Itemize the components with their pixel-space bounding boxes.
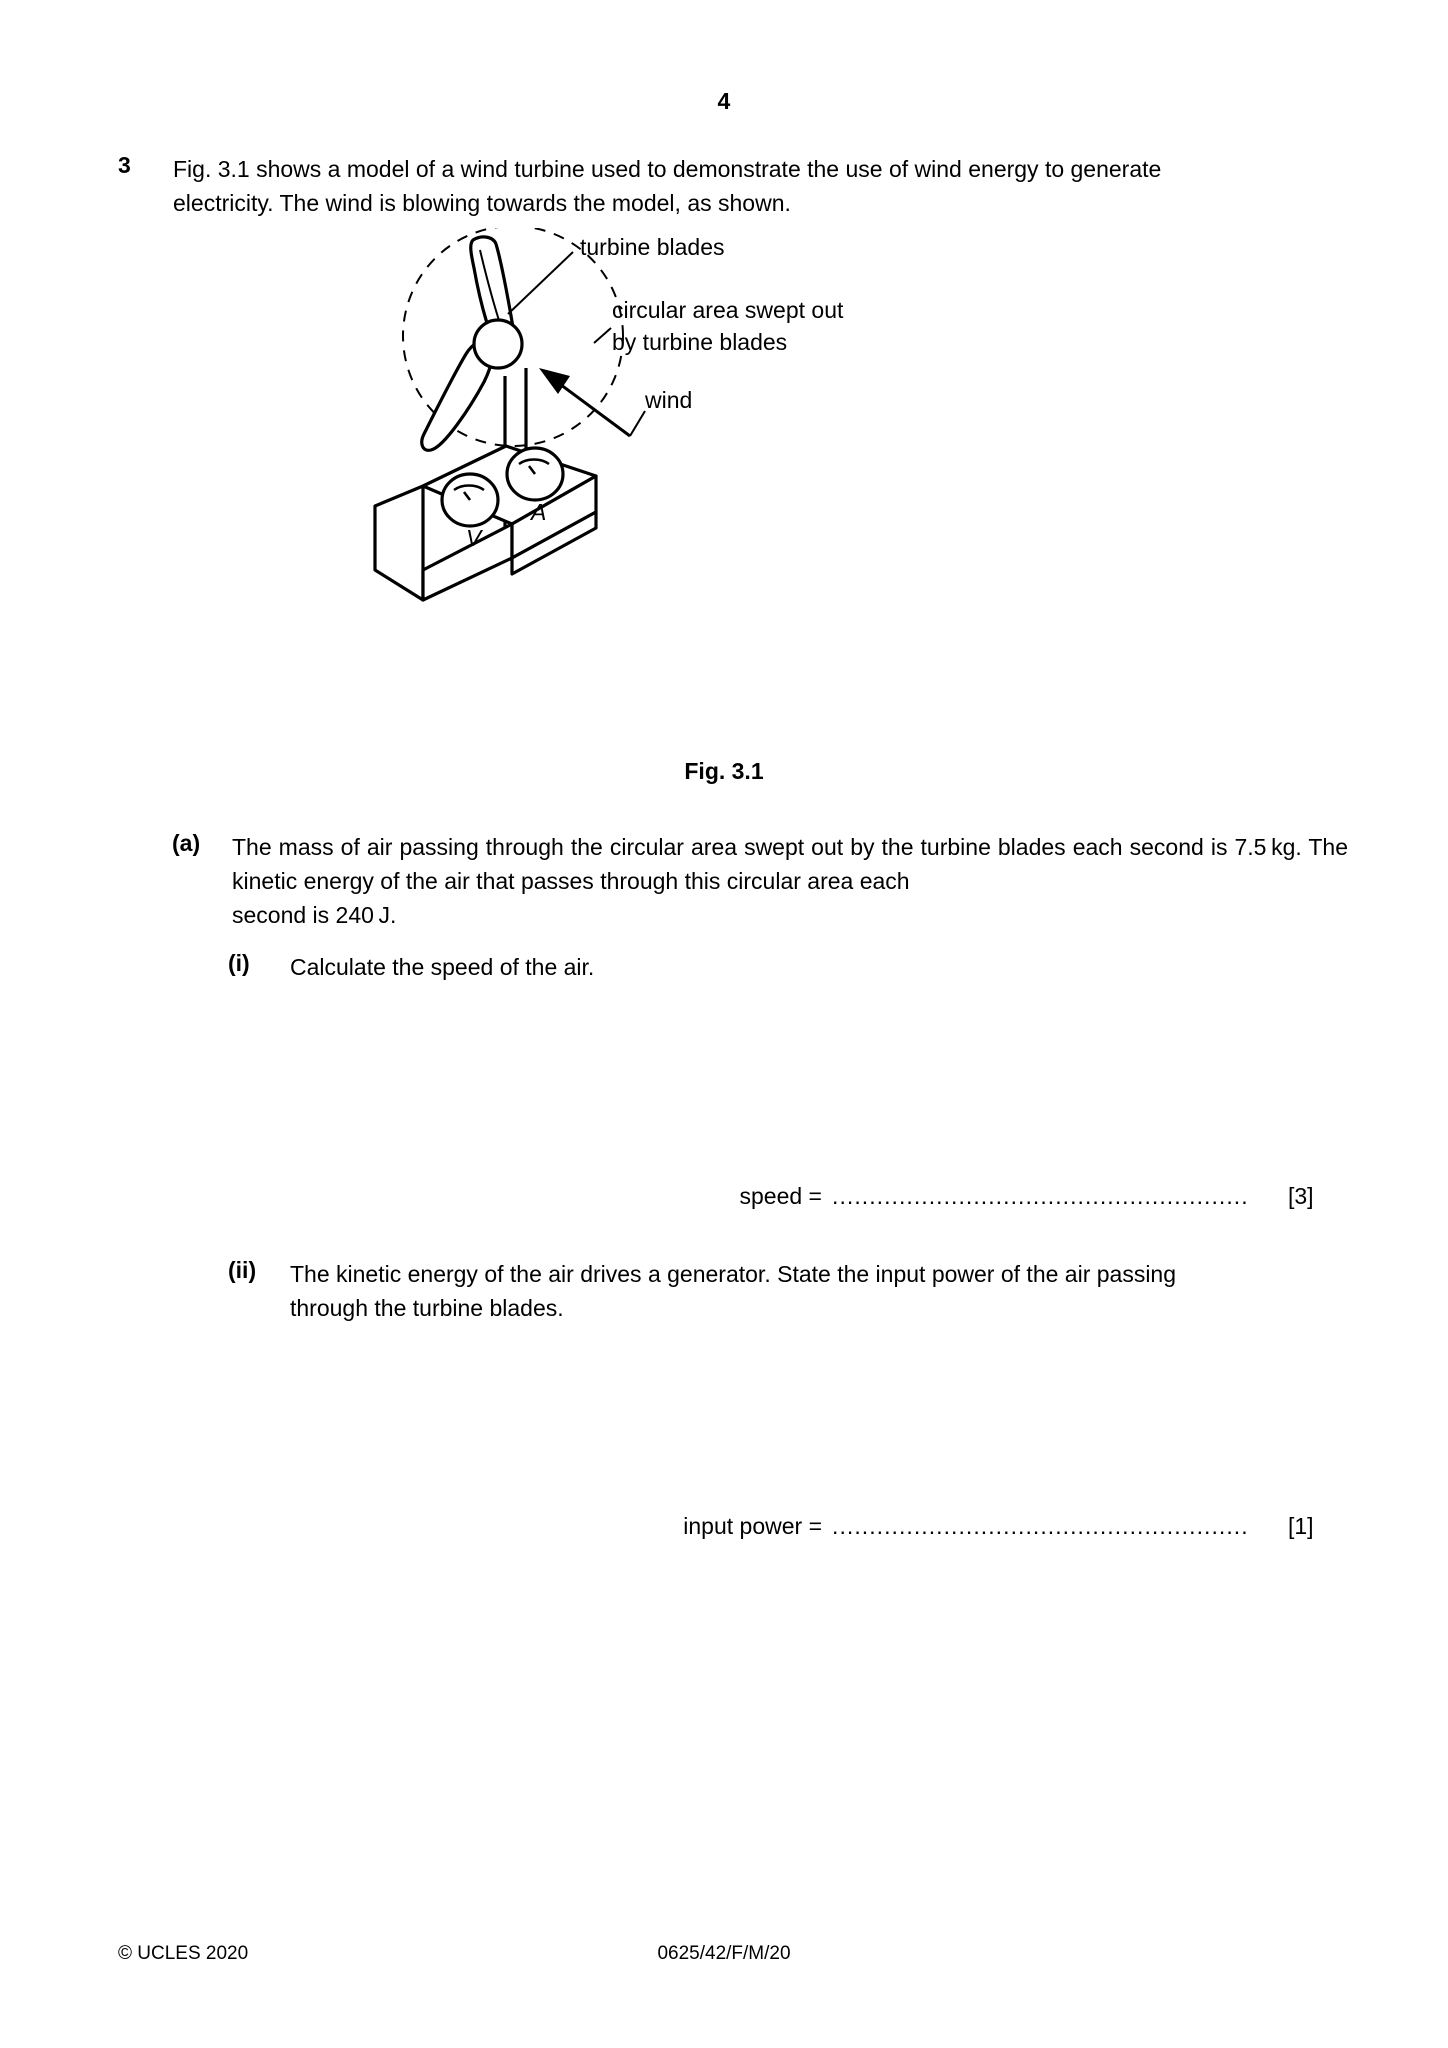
subpart-ii-block: [228, 1257, 1348, 1325]
marks-input-power: [1]: [1288, 1513, 1314, 1539]
label-turbine-blades: turbine blades: [580, 234, 725, 260]
subpart-i-line-1: Calculate the speed of the air.: [290, 954, 595, 980]
subpart-i-block: [228, 950, 1348, 984]
turbine-hub: [474, 320, 522, 368]
leader-line-wind: [630, 411, 645, 436]
page-footer: [0, 1943, 1448, 1983]
copyright-notice: © UCLES 2020: [118, 1943, 249, 1964]
question-number: 3: [118, 152, 131, 178]
part-a-line-1: The mass of air passing through the circular area swept out by the turbine blades each: [232, 834, 1123, 860]
label-swept-area-line1: circular area swept out: [612, 297, 844, 323]
part-a-label: (a): [172, 830, 201, 856]
page-number: 4: [717, 88, 731, 114]
figure-caption: Fig. 3.1: [684, 758, 764, 784]
question-3-block: [118, 152, 1348, 220]
question-stem-line-2: electricity. The wind is blowing towards the model, as shown.: [173, 190, 791, 216]
ammeter-symbol-label: A: [531, 499, 547, 525]
wind-turbine-diagram: [330, 228, 1330, 748]
subpart-ii-label: (ii): [228, 1257, 257, 1283]
subpart-i-text: [290, 950, 1348, 984]
paper-code: 0625/42/F/M/20: [657, 1943, 791, 1964]
marks-speed: [3]: [1288, 1183, 1314, 1209]
subpart-i-label: (i): [228, 950, 250, 976]
voltmeter-symbol-label: V: [466, 525, 482, 551]
part-a-line-2: second is 7.5 kg. The kinetic energy of the air that passes through this circular area each: [232, 834, 1349, 894]
label-wind: wind: [645, 387, 693, 413]
answer-dotted-field-input-power[interactable]: ........................................................: [832, 1513, 1249, 1539]
part-a-text: [232, 830, 1348, 932]
subpart-ii-text: [290, 1257, 1348, 1325]
answer-label-input-power: input power =: [683, 1513, 822, 1539]
part-a-block: [172, 830, 1348, 932]
question-stem-text: [173, 152, 1348, 220]
answer-dotted-field-speed[interactable]: ........................................................: [832, 1183, 1249, 1209]
wind-arrow: [539, 368, 630, 436]
answer-line-speed: [118, 1183, 1348, 1210]
answer-line-input-power: [118, 1513, 1348, 1540]
answer-label-speed: speed =: [739, 1183, 822, 1209]
question-stem-line-1: Fig. 3.1 shows a model of a wind turbine used to demonstrate the use of wind energy to generate: [173, 156, 1162, 182]
label-swept-area-line2: by turbine blades: [612, 329, 788, 355]
figure-3-1: [0, 228, 1448, 748]
subpart-ii-line-2: through the turbine blades.: [290, 1295, 564, 1321]
leader-line-turbine-blades: [508, 252, 573, 314]
part-a-line-3: second is 240 J.: [232, 902, 397, 928]
subpart-ii-line-1: The kinetic energy of the air drives a generator. State the input power of the air passing: [290, 1261, 1177, 1287]
leader-line-swept-area: [594, 328, 611, 343]
